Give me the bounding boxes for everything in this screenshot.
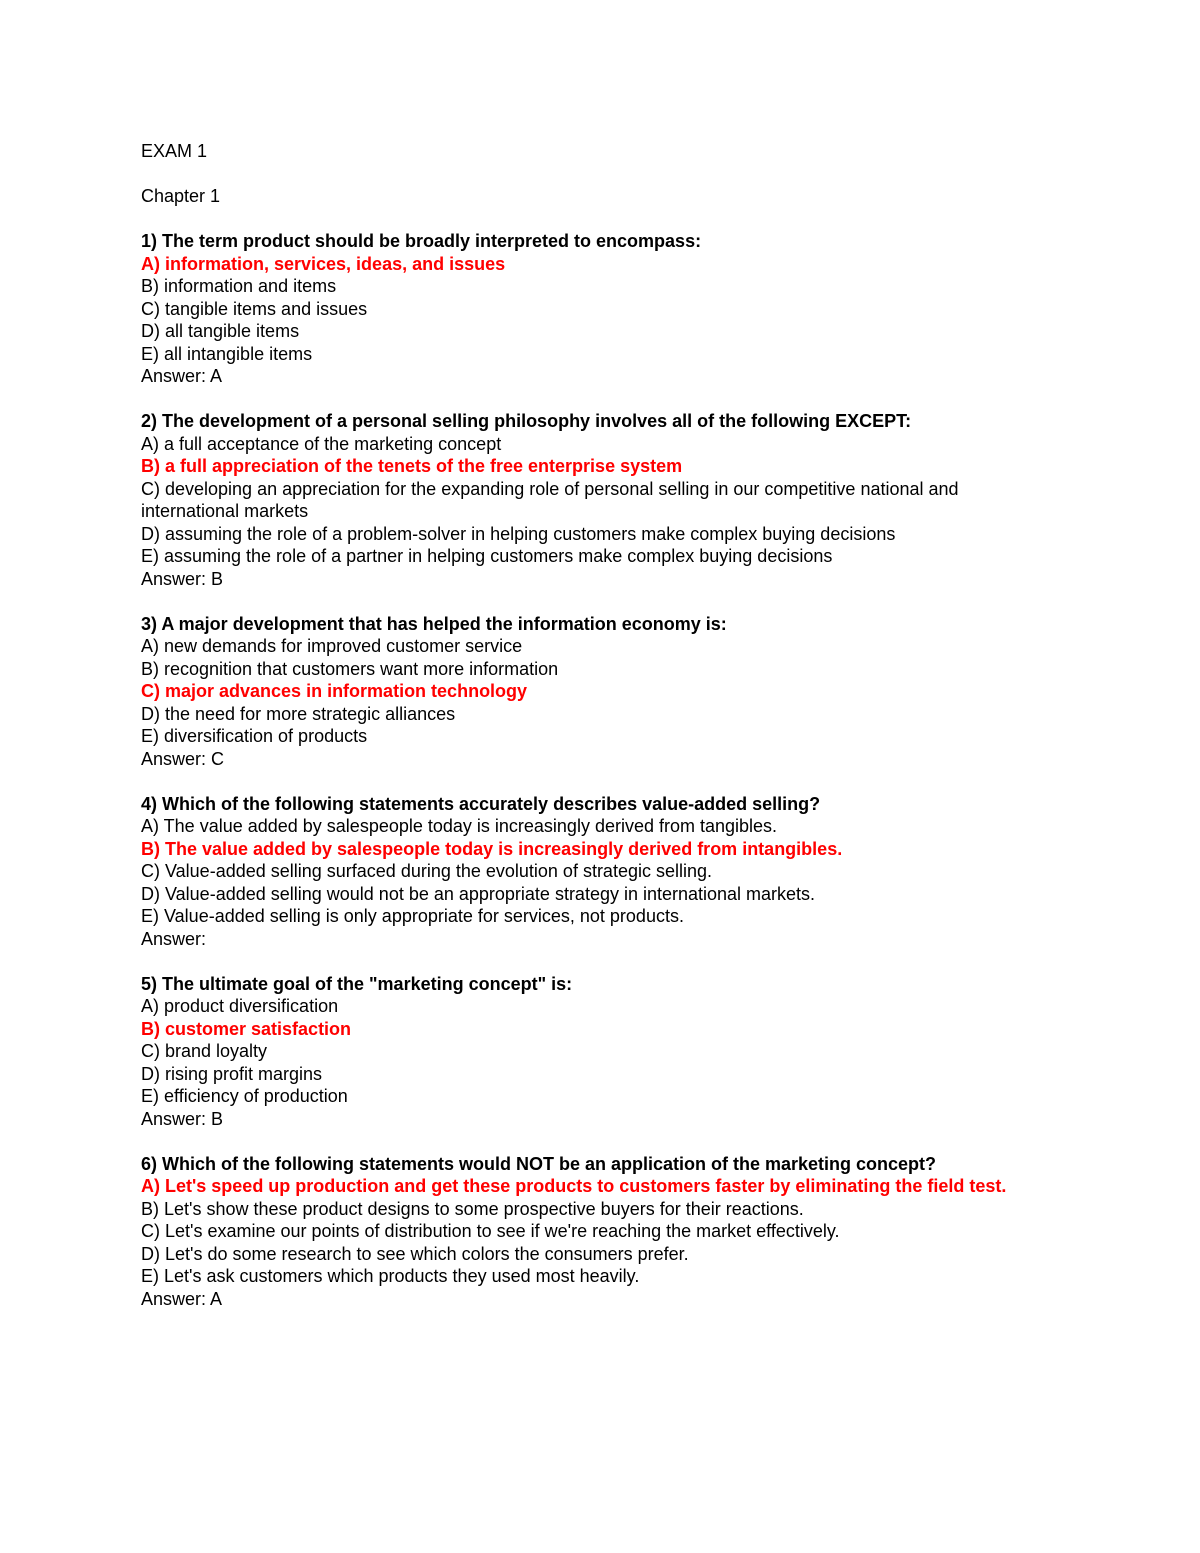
question-block (141, 230, 1061, 388)
question-text: 5) The ultimate goal of the "marketing concept" is: (141, 973, 573, 994)
answer-option: D) all tangible items (141, 321, 300, 341)
chapter-heading: Chapter 1 (141, 186, 221, 206)
question-block (141, 973, 1061, 1131)
answer-option: C) Let's examine our points of distribution to see if we're reaching the market effectively. (141, 1221, 840, 1241)
answer-option: E) all intangible items (141, 343, 313, 364)
answer-option: C) developing an appreciation for the expanding role of personal selling in our competitive national and international markets (141, 478, 959, 521)
answer-option: C) brand loyalty (141, 1041, 268, 1061)
question-block (141, 410, 1061, 590)
question-text: 3) A major development that has helped the information economy is: (141, 613, 727, 634)
question-block (141, 793, 1061, 951)
correct-option: A) Let's speed up production and get these products to customers faster by eliminating the field test. (141, 1176, 1007, 1196)
answer-option: A) new demands for improved customer service (141, 636, 523, 656)
question-text: 2) The development of a personal selling philosophy involves all of the following EXCEPT: (141, 411, 912, 431)
answer-option: E) diversification of products (141, 726, 368, 746)
answer-option: C) Value-added selling surfaced during the evolution of strategic selling. (141, 861, 712, 881)
answer-key: Answer: A (141, 366, 223, 386)
answer-option: D) Value-added selling would not be an appropriate strategy in international markets. (141, 883, 816, 904)
answer-key: Answer: B (141, 568, 224, 589)
answer-option: E) Value-added selling is only appropriate for services, not products. (141, 906, 684, 926)
answer-option: A) product diversification (141, 996, 339, 1016)
answer-option: D) Let's do some research to see which colors the consumers prefer. (141, 1243, 689, 1264)
correct-option: A) information, services, ideas, and issues (141, 253, 506, 274)
answer-key: Answer: B (141, 1108, 224, 1129)
correct-option: B) customer satisfaction (141, 1018, 352, 1039)
question-text: 6) Which of the following statements would NOT be an application of the marketing concept? (141, 1153, 937, 1174)
answer-option: E) efficiency of production (141, 1086, 348, 1106)
answer-key: Answer: (141, 928, 207, 949)
answer-option: A) a full acceptance of the marketing concept (141, 433, 502, 454)
answer-option: E) Let's ask customers which products they used most heavily. (141, 1266, 640, 1286)
question-block (141, 613, 1061, 771)
question-list (141, 230, 1061, 1310)
correct-option: B) a full appreciation of the tenets of the free enterprise system (141, 456, 683, 476)
question-text: 1) The term product should be broadly interpreted to encompass: (141, 231, 702, 251)
document-page (141, 140, 1061, 1310)
answer-option: C) tangible items and issues (141, 298, 368, 319)
exam-title: EXAM 1 (141, 141, 208, 161)
question-text: 4) Which of the following statements accurately describes value-added selling? (141, 793, 821, 814)
answer-option: B) information and items (141, 276, 337, 296)
answer-option: E) assuming the role of a partner in helping customers make complex buying decisions (141, 546, 833, 566)
answer-option: D) assuming the role of a problem-solver in helping customers make complex buying decisions (141, 523, 896, 544)
correct-option: B) The value added by salespeople today is increasingly derived from intangibles. (141, 838, 843, 859)
answer-option: D) the need for more strategic alliances (141, 703, 456, 724)
answer-option: A) The value added by salespeople today is increasingly derived from tangibles. (141, 816, 778, 836)
answer-key: Answer: C (141, 748, 225, 769)
answer-key: Answer: A (141, 1288, 223, 1309)
answer-option: B) Let's show these product designs to some prospective buyers for their reactions. (141, 1198, 804, 1219)
question-block (141, 1153, 1061, 1311)
answer-option: D) rising profit margins (141, 1063, 323, 1084)
answer-option: B) recognition that customers want more information (141, 658, 559, 679)
correct-option: C) major advances in information technology (141, 681, 528, 701)
